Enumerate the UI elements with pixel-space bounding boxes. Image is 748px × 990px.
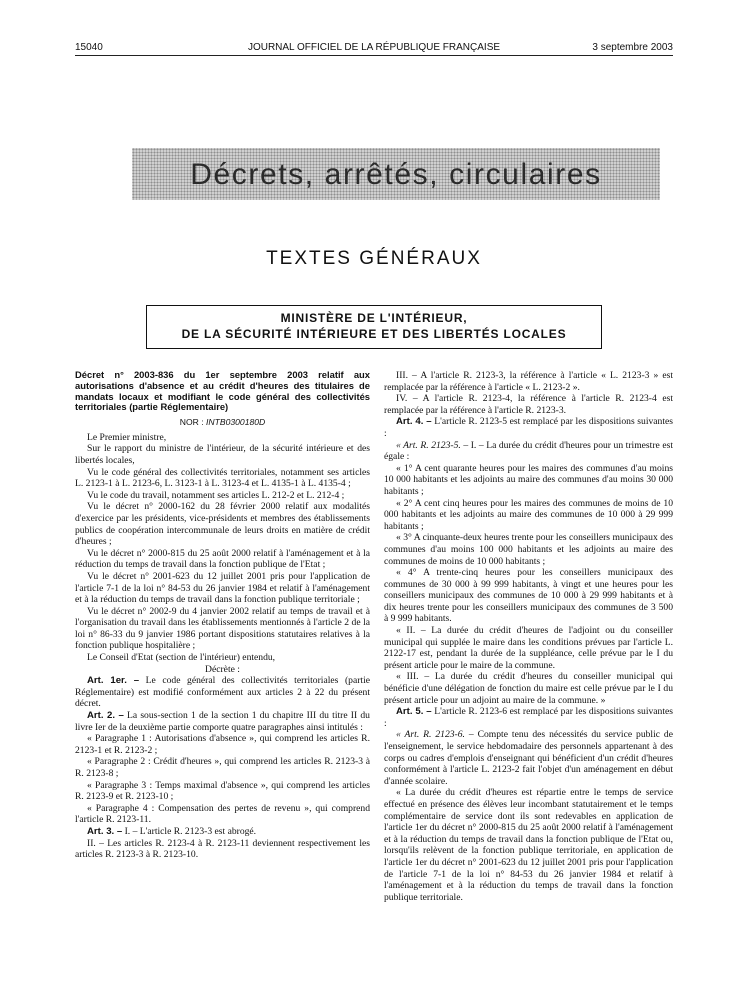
visa-paragraph: Le Conseil d'Etat (section de l'intérieur) entendu, <box>87 652 276 664</box>
article-5-text: L'article R. 2123-6 est remplacé par les dispositions suivantes : <box>384 706 673 729</box>
paragraph-item: « Paragraphe 3 : Temps maximal d'absence », qui comprend les articles R. 2123-9 et R. 2123-10 ; <box>75 779 370 803</box>
right-column <box>384 370 673 903</box>
article-4-label: Art. 4. – <box>396 416 432 428</box>
ministry-line-1: MINISTÈRE DE L'INTÉRIEUR, <box>280 311 468 325</box>
article-2-text: La sous-section 1 de la section 1 du chapitre III du titre II du livre Ier de la deuxième partie comporte quatre paragraphes ainsi intitulés : <box>75 710 370 733</box>
visa-paragraph: Vu le décret n° 2001-623 du 12 juillet 2001 pris pour l'application de l'article 7-1 de la loi n° 84-53 du 26 janvier 1984 et relatif à l'aménagement et à la réduction du temps de travail dans la fonction publique territoriale ; <box>75 570 370 606</box>
article-3-text: I. – L'article R. 2123-3 est abrogé. <box>122 825 257 837</box>
article-r2123-5 <box>384 440 673 463</box>
article-item: « 3° A cinquante-deux heures trente pour les conseillers municipaux des communes d'au moins 100 000 habitants et les adjoints au maire des communes de moins de 10 000 habitants ; <box>384 532 673 567</box>
article-1-text: Le code général des collectivités territoriales (partie Réglementaire) est modifié conformément aux articles 2 à 22 du présent décret. <box>75 675 370 710</box>
section-banner <box>132 148 660 200</box>
banner-title: Décrets, arrêtés, circulaires <box>190 158 602 191</box>
nor-value: INTB0300180D <box>206 417 266 428</box>
article-item: « III. – La durée du crédit d'heures du conseiller municipal qui bénéficie d'une délégation de fonction du maire est celle prévue par le I du présent article pour un adjoint au maire de la commune. » <box>384 671 673 706</box>
page-number: 15040 <box>75 42 103 53</box>
article-r2123-5-text: – I. – La durée du crédit d'heures pour un trimestre est égale : <box>384 439 673 463</box>
article-4 <box>384 416 673 439</box>
decrete-line: Décrète : <box>205 663 240 675</box>
article-item: « 2° A cent cinq heures pour les maires des communes de moins de 10 000 habitants et les adjoints au maire des communes de 10 000 à 29 999 habitants ; <box>384 497 673 532</box>
article-item: « 4° A trente-cinq heures pour les conseillers municipaux des communes de 30 000 à 99 999 habitants, à vingt et une heures pour les conseillers municipaux des communes de 10 000 à 29 999 habitants et à dix heures trente pour les conseillers municipaux des communes de 3 500 à 9 999 habitants. <box>384 567 673 625</box>
paragraph-item: « Paragraphe 2 : Crédit d'heures », qui comprend les articles R. 2123-3 à R. 2123-8 ; <box>75 756 370 779</box>
article-1-label: Art. 1er. – <box>87 675 140 687</box>
article-3 <box>75 826 370 838</box>
article-item: « 1° A cent quarante heures pour les maires des communes d'au moins 10 000 habitants et les adjoints au maire des communes d'au moins 30 000 habitants ; <box>384 462 673 497</box>
ministry-line-2: DE LA SÉCURITÉ INTÉRIEURE ET DES LIBERTÉS LOCALES <box>181 327 567 341</box>
visa-paragraph: Le Premier ministre, <box>87 431 167 443</box>
section-title: TEXTES GÉNÉRAUX <box>266 248 482 269</box>
header-rule <box>75 55 673 56</box>
visa-paragraph: Vu le décret n° 2000-815 du 25 août 2000 relatif à l'aménagement et à la réduction du temps de travail dans la fonction publique de l'Etat ; <box>75 547 370 571</box>
ministry-box <box>146 305 602 349</box>
article-5-label: Art. 5. – <box>396 706 432 718</box>
paragraph-item: « Paragraphe 1 : Autorisations d'absence », qui comprend les articles R. 2123-1 et R. 2123-2 ; <box>75 733 370 756</box>
page-header <box>0 42 748 56</box>
article-1 <box>75 675 370 710</box>
article-3-iv: IV. – A l'article R. 2123-4, la référence à l'article R. 2123-4 est remplacée par la référence à l'article R. 2123-3. <box>384 393 673 416</box>
article-r2123-6 <box>384 729 673 787</box>
issue-date: 3 septembre 2003 <box>592 42 673 53</box>
article-r2123-6-ref: « Art. R. 2123-6. <box>396 729 465 741</box>
journal-title: JOURNAL OFFICIEL DE LA RÉPUBLIQUE FRANÇAISE <box>247 42 501 53</box>
article-r2123-5-ref: « Art. R. 2123-5. <box>396 439 461 451</box>
article-4-text: L'article R. 2123-5 est remplacé par les dispositions suivantes : <box>384 416 673 439</box>
nor-reference <box>75 417 370 429</box>
article-3-ii: II. – Les articles R. 2123-4 à R. 2123-11 deviennent respectivement les articles R. 2123-3 à R. 2123-10. <box>75 837 370 861</box>
visa-paragraph: Vu le code général des collectivités territoriales, notamment ses articles L. 2123-1 à L. 2123-6, L. 3123-1 à L. 3123-4 et L. 4135-1 à L. 4135-4 ; <box>75 466 370 490</box>
visa-paragraph: Vu le décret n° 2002-9 du 4 janvier 2002 relatif au temps de travail et à l'organisation du travail dans les établissements mentionnés à l'article 2 de la loi n° 86-33 du 9 janvier 1986 portant dispositions statutaires relatives à la fonction publique hospitalière ; <box>75 605 370 652</box>
article-3-iii: III. – A l'article R. 2123-3, la référence à l'article « L. 2123-3 » est remplacée par la référence à l'article « L. 2123-2 ». <box>384 370 673 393</box>
paragraph-item: « Paragraphe 4 : Compensation des pertes de revenu », qui comprend l'article R. 2123-11. <box>75 802 370 826</box>
article-2-label: Art. 2. – <box>87 710 124 722</box>
article-r2123-6-continued: « La durée du crédit d'heures est répartie entre le temps de service effectué en présence des élèves leur incombant statutairement et le temps complémentaire de service dont ils sont redevables en application de l'article 1er du décret n° 2000-815 du 25 août 2000 relatif à l'aménagement et à la réduction du temps de travail dans la fonction publique de l'Etat ou, lorsqu'ils relèvent de la fonction publique territoriale, en application de l'article 1er du décret n° 2001-623 du 12 juillet 2001 pris pour l'application de l'article 7-1 de la loi n° 84-53 du 26 janvier 1984 et relatif à l'aménagement et à la réduction du temps de travail dans la fonction publique territoriale. <box>384 787 673 903</box>
nor-label: NOR : <box>179 417 206 428</box>
decree-title: Décret n° 2003-836 du 1er septembre 2003 relatif aux autorisations d'absence et au crédit d'heures des titulaires de mandats locaux et modifiant le code général des collectivités territoriales (partie Réglementaire) <box>75 369 370 413</box>
visa-paragraph: Vu le décret n° 2000-162 du 28 février 2000 relatif aux modalités d'exercice par les présidents, vice-présidents et membres des établissements publics de coopération intercommunale de leurs droits en matière de crédit d'heures ; <box>75 501 370 548</box>
visa-paragraph: Sur le rapport du ministre de l'intérieur, de la sécurité intérieure et des libertés locales, <box>75 443 370 466</box>
visa-paragraph: Vu le code du travail, notamment ses articles L. 212-2 et L. 212-4 ; <box>87 489 345 501</box>
left-column <box>75 370 370 861</box>
article-item: « II. – La durée du crédit d'heures de l'adjoint ou du conseiller municipal qui supplée le maire dans les conditions prévues par l'article L. 2122-17 est, pendant la durée de la suppléance, celle prévue par le I du présent article pour le maire de la commune. <box>384 625 673 671</box>
article-r2123-6-text: – Compte tenu des nécessités du service public de l'enseignement, le service hebdomadaire des personnels appartenant à des corps ou cadres d'emplois d'enseignant qui bénéficient d'un crédit d'heures conformément à l'article L. 2123-2 fait l'objet d'un aménagement en début d'année scolaire. <box>384 729 673 787</box>
article-5 <box>384 706 673 729</box>
article-3-label: Art. 3. – <box>87 825 123 837</box>
article-2 <box>75 710 370 733</box>
